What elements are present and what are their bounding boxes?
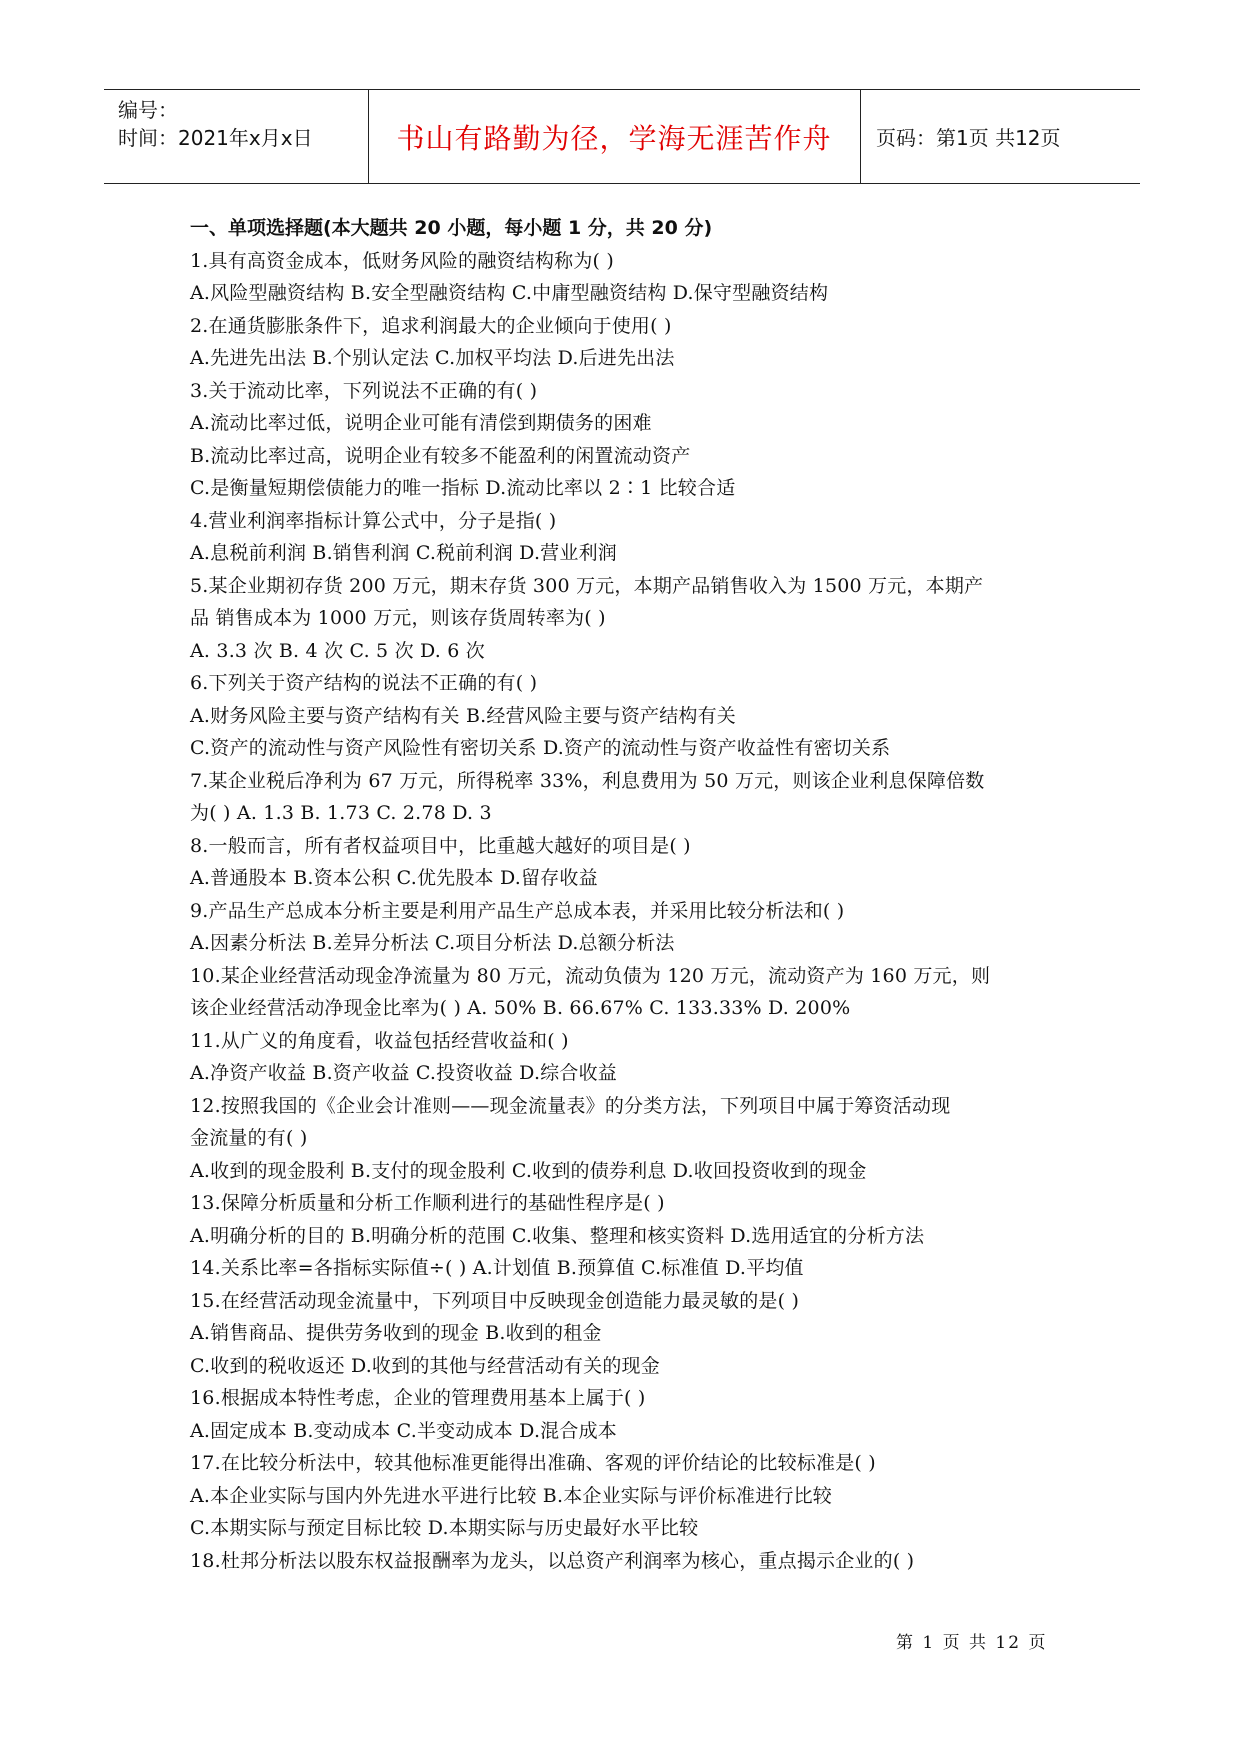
question-line: A.财务风险主要与资产结构有关 B.经营风险主要与资产结构有关 (190, 704, 737, 727)
question-list (190, 245, 1070, 1578)
question-line: A.明确分析的目的 B.明确分析的范围 C.收集、整理和核实资料 D.选用适宜的分析方法 (190, 1224, 925, 1247)
question-line: A.流动比率过低，说明企业可能有清偿到期债务的困难 (190, 412, 652, 434)
question-line: A.固定成本 B.变动成本 C.半变动成本 D.混合成本 (190, 1419, 617, 1442)
question-line: 8.一般而言，所有者权益项目中，比重越大越好的项目是( ) (190, 834, 691, 857)
question-line: C.资产的流动性与资产风险性有密切关系 D.资产的流动性与资产收益性有密切关系 (190, 737, 891, 759)
question-line: 14.关系比率=各指标实际值÷( ) A.计划值 B.预算值 C.标准值 D.平均值 (190, 1257, 804, 1279)
question-line: 17.在比较分析法中，较其他标准更能得出准确、客观的评价结论的比较标准是( ) (190, 1452, 876, 1474)
question-line: 18.杜邦分析法以股东权益报酬率为龙头，以总资产利润率为核心，重点揭示企业的( ) (190, 1549, 915, 1572)
question-line: 4.营业利润率指标计算公式中，分子是指( ) (190, 509, 557, 532)
question-line: B.流动比率过高，说明企业有较多不能盈利的闲置流动资产 (190, 444, 691, 467)
question-line: 5.某企业期初存货 200 万元，期末存货 300 万元，本期产品销售收入为 1500 万元，本期产 (190, 574, 984, 597)
question-line: 2.在通货膨胀条件下，追求利润最大的企业倾向于使用( ) (190, 314, 672, 337)
question-line: A.净资产收益 B.资产收益 C.投资收益 D.综合收益 (190, 1062, 617, 1084)
question-line: 1.具有高资金成本，低财务风险的融资结构称为( ) (190, 249, 614, 272)
question-line: 品 销售成本为 1000 万元，则该存货周转率为( ) (190, 607, 606, 629)
question-line: C.是衡量短期偿债能力的唯一指标 D.流动比率以 2∶1 比较合适 (190, 477, 736, 499)
question-line: 6.下列关于资产结构的说法不正确的有( ) (190, 672, 538, 694)
question-line: 该企业经营活动净现金比率为( ) A. 50% B. 66.67% C. 133.33% D. 200% (190, 997, 851, 1019)
section-title: 一、单项选择题(本大题共 20 小题，每小题 1 分，共 20 分) (190, 217, 713, 239)
question-line: 3.关于流动比率，下列说法不正确的有( ) (190, 379, 538, 402)
question-line: A.收到的现金股利 B.支付的现金股利 C.收到的债券利息 D.收回投资收到的现金 (190, 1159, 867, 1182)
header-page-number: 页码：第1页 共12页 (876, 126, 1061, 150)
question-line: A. 3.3 次 B. 4 次 C. 5 次 D. 6 次 (190, 639, 485, 662)
question-line: 16.根据成本特性考虑，企业的管理费用基本上属于( ) (190, 1387, 646, 1409)
header-motto: 书山有路勤为径，学海无涯苦作舟 (396, 121, 832, 155)
question-line: A.风险型融资结构 B.安全型融资结构 C.中庸型融资结构 D.保守型融资结构 (190, 282, 829, 304)
header-divider (860, 90, 861, 183)
question-line: 7.某企业税后净利为 67 万元，所得税率 33%，利息费用为 50 万元，则该企业利息保障倍数 (190, 769, 985, 792)
document-body (190, 212, 1070, 1577)
question-line: A.息税前利润 B.销售利润 C.税前利润 D.营业利润 (190, 542, 617, 564)
document-time-label: 时间：2021年x月x日 (118, 126, 313, 150)
header-meta (118, 96, 313, 152)
question-line: A.因素分析法 B.差异分析法 C.项目分析法 D.总额分析法 (190, 932, 675, 954)
question-line: C.收到的税收返还 D.收到的其他与经营活动有关的现金 (190, 1354, 660, 1377)
question-line: A.普通股本 B.资本公积 C.优先股本 D.留存收益 (190, 867, 598, 889)
question-line: 为( ) A. 1.3 B. 1.73 C. 2.78 D. 3 (190, 802, 492, 824)
question-line: 13.保障分析质量和分析工作顺利进行的基础性程序是( ) (190, 1192, 665, 1214)
document-number-label: 编号： (118, 98, 178, 122)
question-line: A.先进先出法 B.个别认定法 C.加权平均法 D.后进先出法 (190, 347, 675, 369)
question-line: 15.在经营活动现金流量中，下列项目中反映现金创造能力最灵敏的是( ) (190, 1289, 800, 1312)
question-line: 金流量的有( ) (190, 1127, 308, 1149)
question-line: 9.产品生产总成本分析主要是利用产品生产总成本表，并采用比较分析法和( ) (190, 899, 845, 922)
question-line: 12.按照我国的《企业会计准则——现金流量表》的分类方法，下列项目中属于筹资活动现 (190, 1094, 951, 1117)
question-line: 11.从广义的角度看，收益包括经营收益和( ) (190, 1029, 569, 1052)
question-line: A.本企业实际与国内外先进水平进行比较 B.本企业实际与评价标准进行比较 (190, 1484, 833, 1507)
question-line: 10.某企业经营活动现金净流量为 80 万元，流动负债为 120 万元，流动资产为 160 万元，则 (190, 964, 991, 987)
question-line: A.销售商品、提供劳务收到的现金 B.收到的租金 (190, 1322, 602, 1344)
page-header (104, 89, 1140, 184)
question-line: C.本期实际与预定目标比较 D.本期实际与历史最好水平比较 (190, 1517, 699, 1539)
page-footer: 第 1 页 共 12 页 (896, 1633, 1048, 1653)
